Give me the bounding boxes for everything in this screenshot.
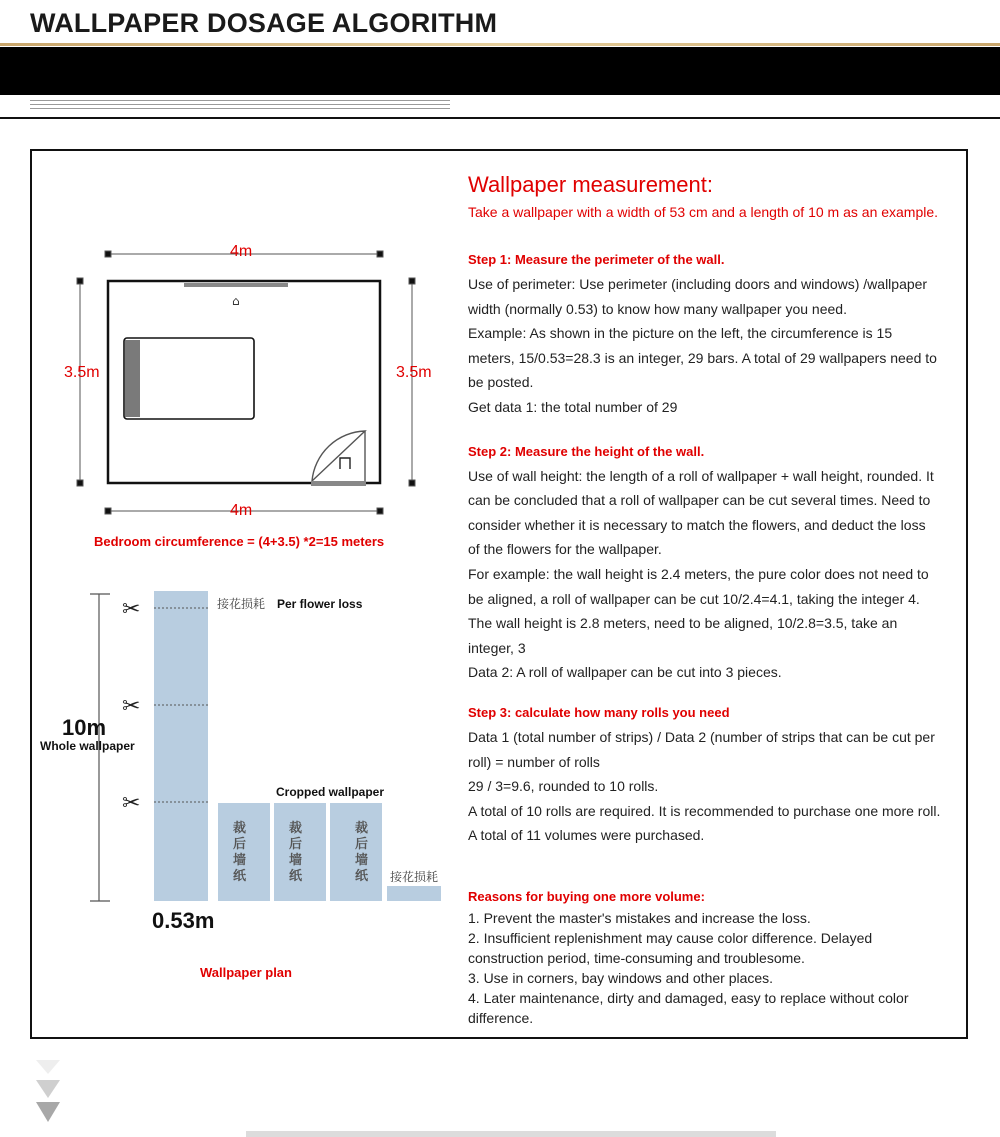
reason-line: difference.	[468, 1010, 534, 1026]
section-title: Wallpaper measurement:	[468, 172, 713, 197]
paragraph-line: For example: the wall height is 2.4 meters, the pure color does not need to	[468, 565, 929, 582]
whole-length: 10m	[62, 715, 107, 740]
whole-wallpaper-label: Whole wallpaper	[40, 739, 135, 753]
paragraph-line: consider whether it is necessary to match the flowers, and deduct the loss	[468, 516, 926, 533]
room-bottom-width: 4m	[230, 502, 253, 519]
flower-loss-label: Per flower loss	[277, 597, 363, 611]
measurement-text	[468, 170, 948, 848]
page-title: WALLPAPER DOSAGE ALGORITHM	[30, 8, 498, 38]
paragraph-line: meters, 15/0.53=28.3 is an integer, 29 bars. A total of 29 wallpapers need to	[468, 349, 937, 366]
ac-icon: ⌂	[232, 294, 240, 308]
paragraph-line: width (normally 0.53) to know how many wallpaper you need.	[468, 300, 847, 317]
section-subtitle: Take a wallpaper with a width of 53 cm and a length of 10 m as an example.	[468, 204, 939, 220]
reasons-list	[468, 886, 948, 1028]
paragraph-line: Use of wall height: the length of a roll of wallpaper + wall height, rounded. It	[468, 467, 934, 484]
reason-line: 3. Use in corners, bay windows and other places.	[468, 970, 774, 986]
header-band	[0, 47, 1000, 95]
cropped-cn-3: 裁后墙纸	[355, 820, 369, 883]
chevron-down-icon	[34, 1058, 62, 1128]
loss-strip	[387, 886, 441, 901]
step2-heading: Step 2: Measure the height of the wall.	[468, 443, 705, 459]
flower-loss-cn: 接花损耗	[217, 597, 266, 611]
reason-line: 1. Prevent the master's mistakes and increase the loss.	[468, 910, 811, 926]
paragraph-line: of the flowers for the wallpaper.	[468, 541, 662, 558]
paragraph-line: Data 1 (total number of strips) / Data 2 (number of strips that can be cut per	[468, 728, 935, 745]
room-top-width: 4m	[230, 243, 253, 260]
reasons-heading: Reasons for buying one more volume:	[468, 889, 705, 904]
reason-line: construction period, time-consuming and troublesome.	[468, 950, 805, 966]
pillow-icon	[125, 340, 140, 417]
paragraph-line: can be concluded that a roll of wallpaper can be cut several times. Need to	[468, 492, 931, 509]
cropped-cn-1: 裁后墙纸	[233, 820, 247, 883]
loss-cn: 接花损耗	[390, 870, 439, 884]
cropped-wallpaper-label: Cropped wallpaper	[276, 785, 385, 799]
plan-caption: Wallpaper plan	[200, 965, 292, 980]
cropped-cn-2: 裁后墙纸	[289, 820, 303, 883]
header-rule	[0, 117, 1000, 119]
diagram-area	[32, 151, 462, 1037]
paragraph-line: Example: As shown in the picture on the left, the circumference is 15	[468, 325, 893, 342]
gold-divider	[0, 43, 1000, 46]
scissors-icon: ✂	[122, 791, 141, 816]
step3-heading: Step 3: calculate how many rolls you need	[468, 704, 730, 720]
paragraph-line: A total of 10 rolls are required. It is recommended to purchase one more roll.	[468, 802, 941, 819]
paragraph-line: roll) = number of rolls	[468, 753, 600, 770]
reason-line: 2. Insufficient replenishment may cause color difference. Delayed	[468, 930, 873, 946]
room-right-height: 3.5m	[396, 364, 432, 381]
circumference-caption: Bedroom circumference = (4+3.5) *2=15 meters	[94, 534, 385, 549]
fine-print-lines	[30, 100, 450, 112]
paragraph-line: Use of perimeter: Use perimeter (including doors and windows) /wallpaper	[468, 276, 928, 292]
paragraph-line: Data 2: A roll of wallpaper can be cut into 3 pieces.	[468, 664, 782, 681]
window-icon	[184, 283, 288, 287]
paragraph-line: Get data 1: the total number of 29	[468, 398, 678, 415]
paragraph-line: A total of 11 volumes were purchased.	[468, 827, 705, 844]
bed-icon	[124, 338, 254, 419]
whole-wallpaper-strip	[154, 591, 208, 901]
scissors-icon: ✂	[122, 694, 141, 719]
scissors-icon: ✂	[122, 597, 141, 622]
paragraph-line: integer, 3	[468, 639, 526, 656]
reason-line: 4. Later maintenance, dirty and damaged, easy to replace without color	[468, 990, 909, 1006]
step1-heading: Step 1: Measure the perimeter of the wall.	[468, 252, 725, 267]
paragraph-line: be aligned, a roll of wallpaper can be cut 10/2.4=4.1, taking the integer 4.	[468, 590, 920, 607]
paragraph-line: be posted.	[468, 374, 534, 391]
strip-width: 0.53m	[152, 908, 215, 933]
next-section-band	[246, 1131, 776, 1137]
paragraph-line: The wall height is 2.8 meters, need to be aligned, 10/2.8=3.5, take an	[468, 615, 898, 632]
paragraph-line: 29 / 3=9.6, rounded to 10 rolls.	[468, 778, 659, 795]
room-left-height: 3.5m	[64, 364, 100, 381]
